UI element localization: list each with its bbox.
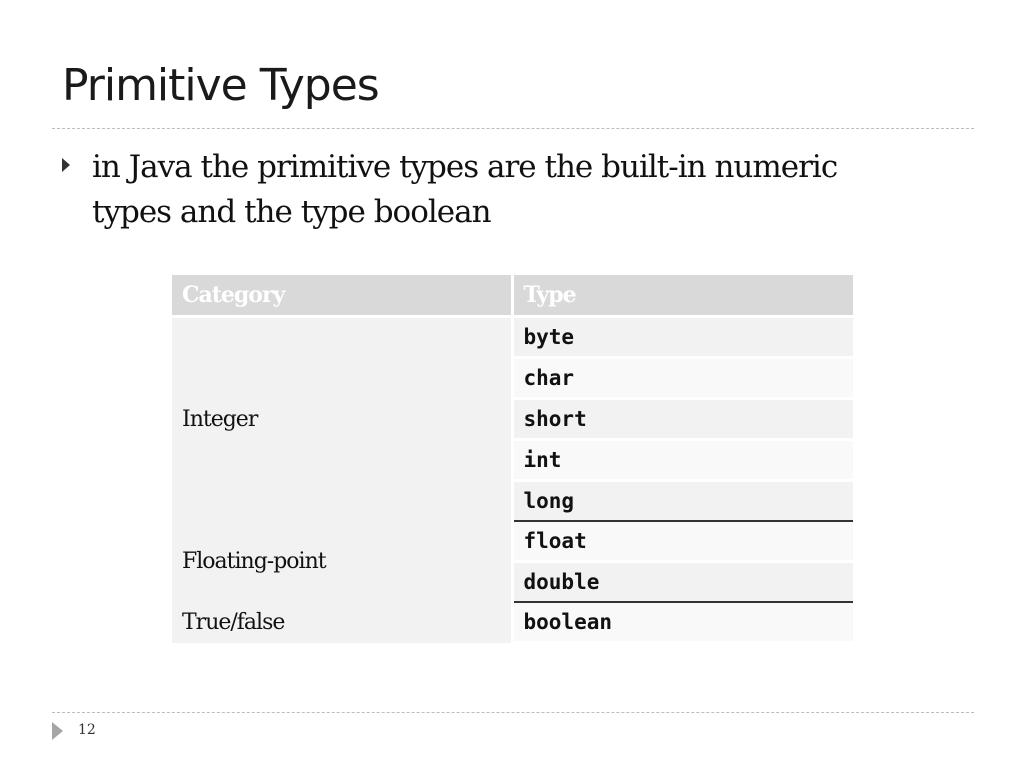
header-category: Category: [172, 275, 512, 317]
type-cell: double: [512, 562, 853, 603]
category-cell-true-false: True/false: [172, 602, 512, 643]
table-row: [172, 317, 853, 358]
type-cell: short: [512, 399, 853, 440]
type-cell: byte: [512, 317, 853, 358]
triangle-right-icon: [62, 158, 70, 172]
triangle-right-icon: [52, 722, 63, 740]
bullet-text: in Java the primitive types are the built-in numeric types and the type boolean: [92, 149, 838, 230]
category-cell-integer: Integer: [172, 317, 512, 522]
header-type: Type: [512, 275, 853, 317]
title-divider: [52, 128, 974, 129]
slide-title: Primitive Types: [62, 60, 379, 111]
category-cell-floating-point: Floating-point: [172, 521, 512, 602]
primitive-types-table: [172, 275, 853, 644]
table-header-row: [172, 275, 853, 317]
type-cell: char: [512, 358, 853, 399]
footer-divider: [52, 712, 974, 713]
type-cell: boolean: [512, 602, 853, 643]
bullet-item: [62, 145, 922, 235]
type-cell: float: [512, 521, 853, 562]
page-number: 12: [78, 722, 96, 738]
table-row: [172, 521, 853, 562]
type-cell: int: [512, 440, 853, 481]
table-row: [172, 602, 853, 643]
type-cell: long: [512, 481, 853, 522]
